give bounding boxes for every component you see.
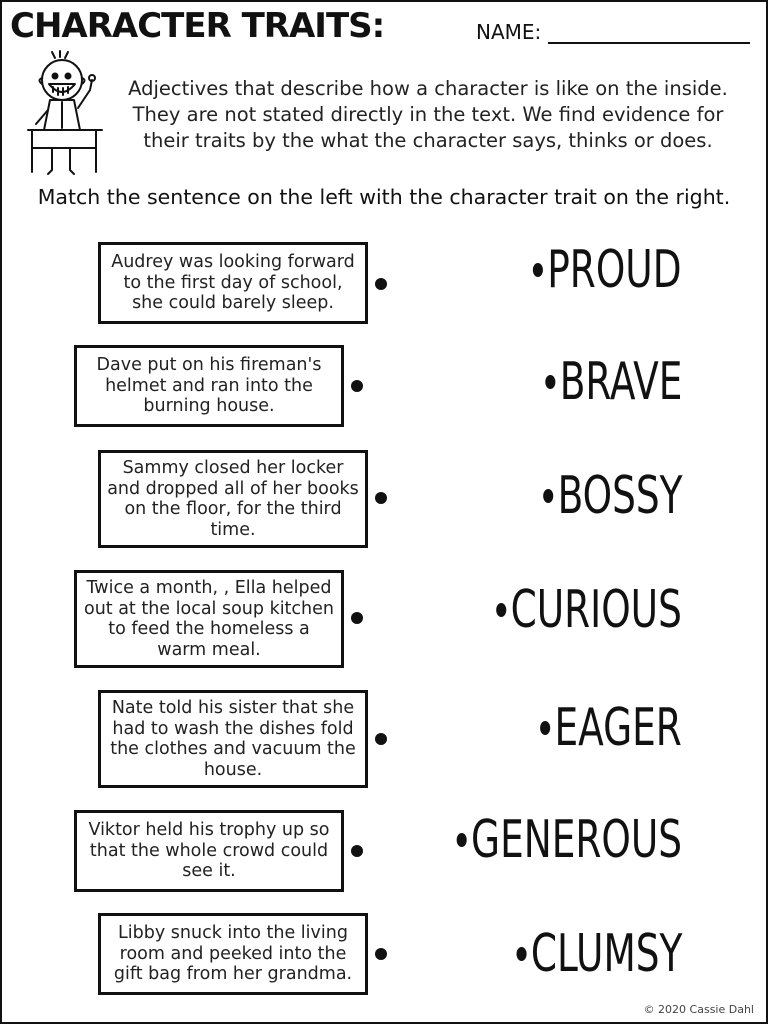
sentence-text: Libby snuck into the living room and peeked into the gift bag from her grandma. <box>113 923 353 985</box>
trait-match-dot[interactable] <box>545 375 555 389</box>
trait-label: CLUMSY <box>530 924 682 984</box>
trait-label: BOSSY <box>557 466 682 526</box>
trait-match-dot[interactable] <box>543 489 553 503</box>
name-blank-line[interactable] <box>548 42 750 44</box>
sentence-box <box>74 345 344 427</box>
copyright-text: © 2020 Cassie Dahl <box>643 1003 754 1016</box>
trait-label: BRAVE <box>559 352 682 412</box>
trait-option[interactable] <box>516 924 682 984</box>
sentence-box <box>74 570 344 668</box>
sentence-match-dot[interactable] <box>375 278 387 290</box>
definition-text: Adjectives that describe how a character is like on the inside. They are not stated directly in the text. We find evidence for their traits by the what the character says, thinks or does. <box>128 77 728 152</box>
worksheet-title: CHARACTER TRAITS: <box>10 6 385 46</box>
trait-option[interactable] <box>545 352 682 412</box>
instructions-text: Match the sentence on the left with the character trait on the right. <box>37 185 731 209</box>
sentence-box <box>98 450 368 548</box>
sentence-match-dot[interactable] <box>375 492 387 504</box>
sentence-match-dot[interactable] <box>351 380 363 392</box>
sentence-box <box>98 690 368 788</box>
sentence-match-dot[interactable] <box>351 845 363 857</box>
trait-match-dot[interactable] <box>496 603 506 617</box>
trait-label: PROUD <box>547 240 682 300</box>
sentence-text: Dave put on his fireman's helmet and ran into the burning house. <box>96 355 322 417</box>
student-clipart-icon <box>22 50 108 176</box>
sentence-box <box>74 810 344 892</box>
name-label: NAME: <box>476 20 542 44</box>
sentence-text: Sammy closed her locker and dropped all of her books on the floor, for the third time. <box>107 458 359 540</box>
sentence-match-dot[interactable] <box>375 948 387 960</box>
trait-label: GENEROUS <box>471 810 682 870</box>
trait-option[interactable] <box>543 466 682 526</box>
sentence-match-dot[interactable] <box>375 733 387 745</box>
sentence-text: Audrey was looking forward to the first day of school, she could barely sleep. <box>111 252 355 314</box>
trait-option[interactable] <box>457 810 682 870</box>
trait-match-dot[interactable] <box>540 721 550 735</box>
trait-option[interactable] <box>540 698 682 758</box>
trait-match-dot[interactable] <box>533 263 543 277</box>
sentence-text: Nate told his sister that she had to wash the dishes fold the clothes and vacuum the house. <box>110 698 356 780</box>
trait-label: EAGER <box>554 698 682 758</box>
sentence-match-dot[interactable] <box>351 612 363 624</box>
trait-match-dot[interactable] <box>516 947 526 961</box>
sentence-text: Viktor held his trophy up so that the whole crowd could see it. <box>88 820 330 882</box>
sentence-box <box>98 913 368 995</box>
sentence-box <box>98 242 368 324</box>
trait-match-dot[interactable] <box>457 833 467 847</box>
trait-option[interactable] <box>533 240 682 300</box>
trait-option[interactable] <box>496 580 682 640</box>
sentence-text: Twice a month, , Ella helped out at the local soup kitchen to feed the homeless a warm meal. <box>83 578 334 660</box>
trait-label: CURIOUS <box>510 580 682 640</box>
